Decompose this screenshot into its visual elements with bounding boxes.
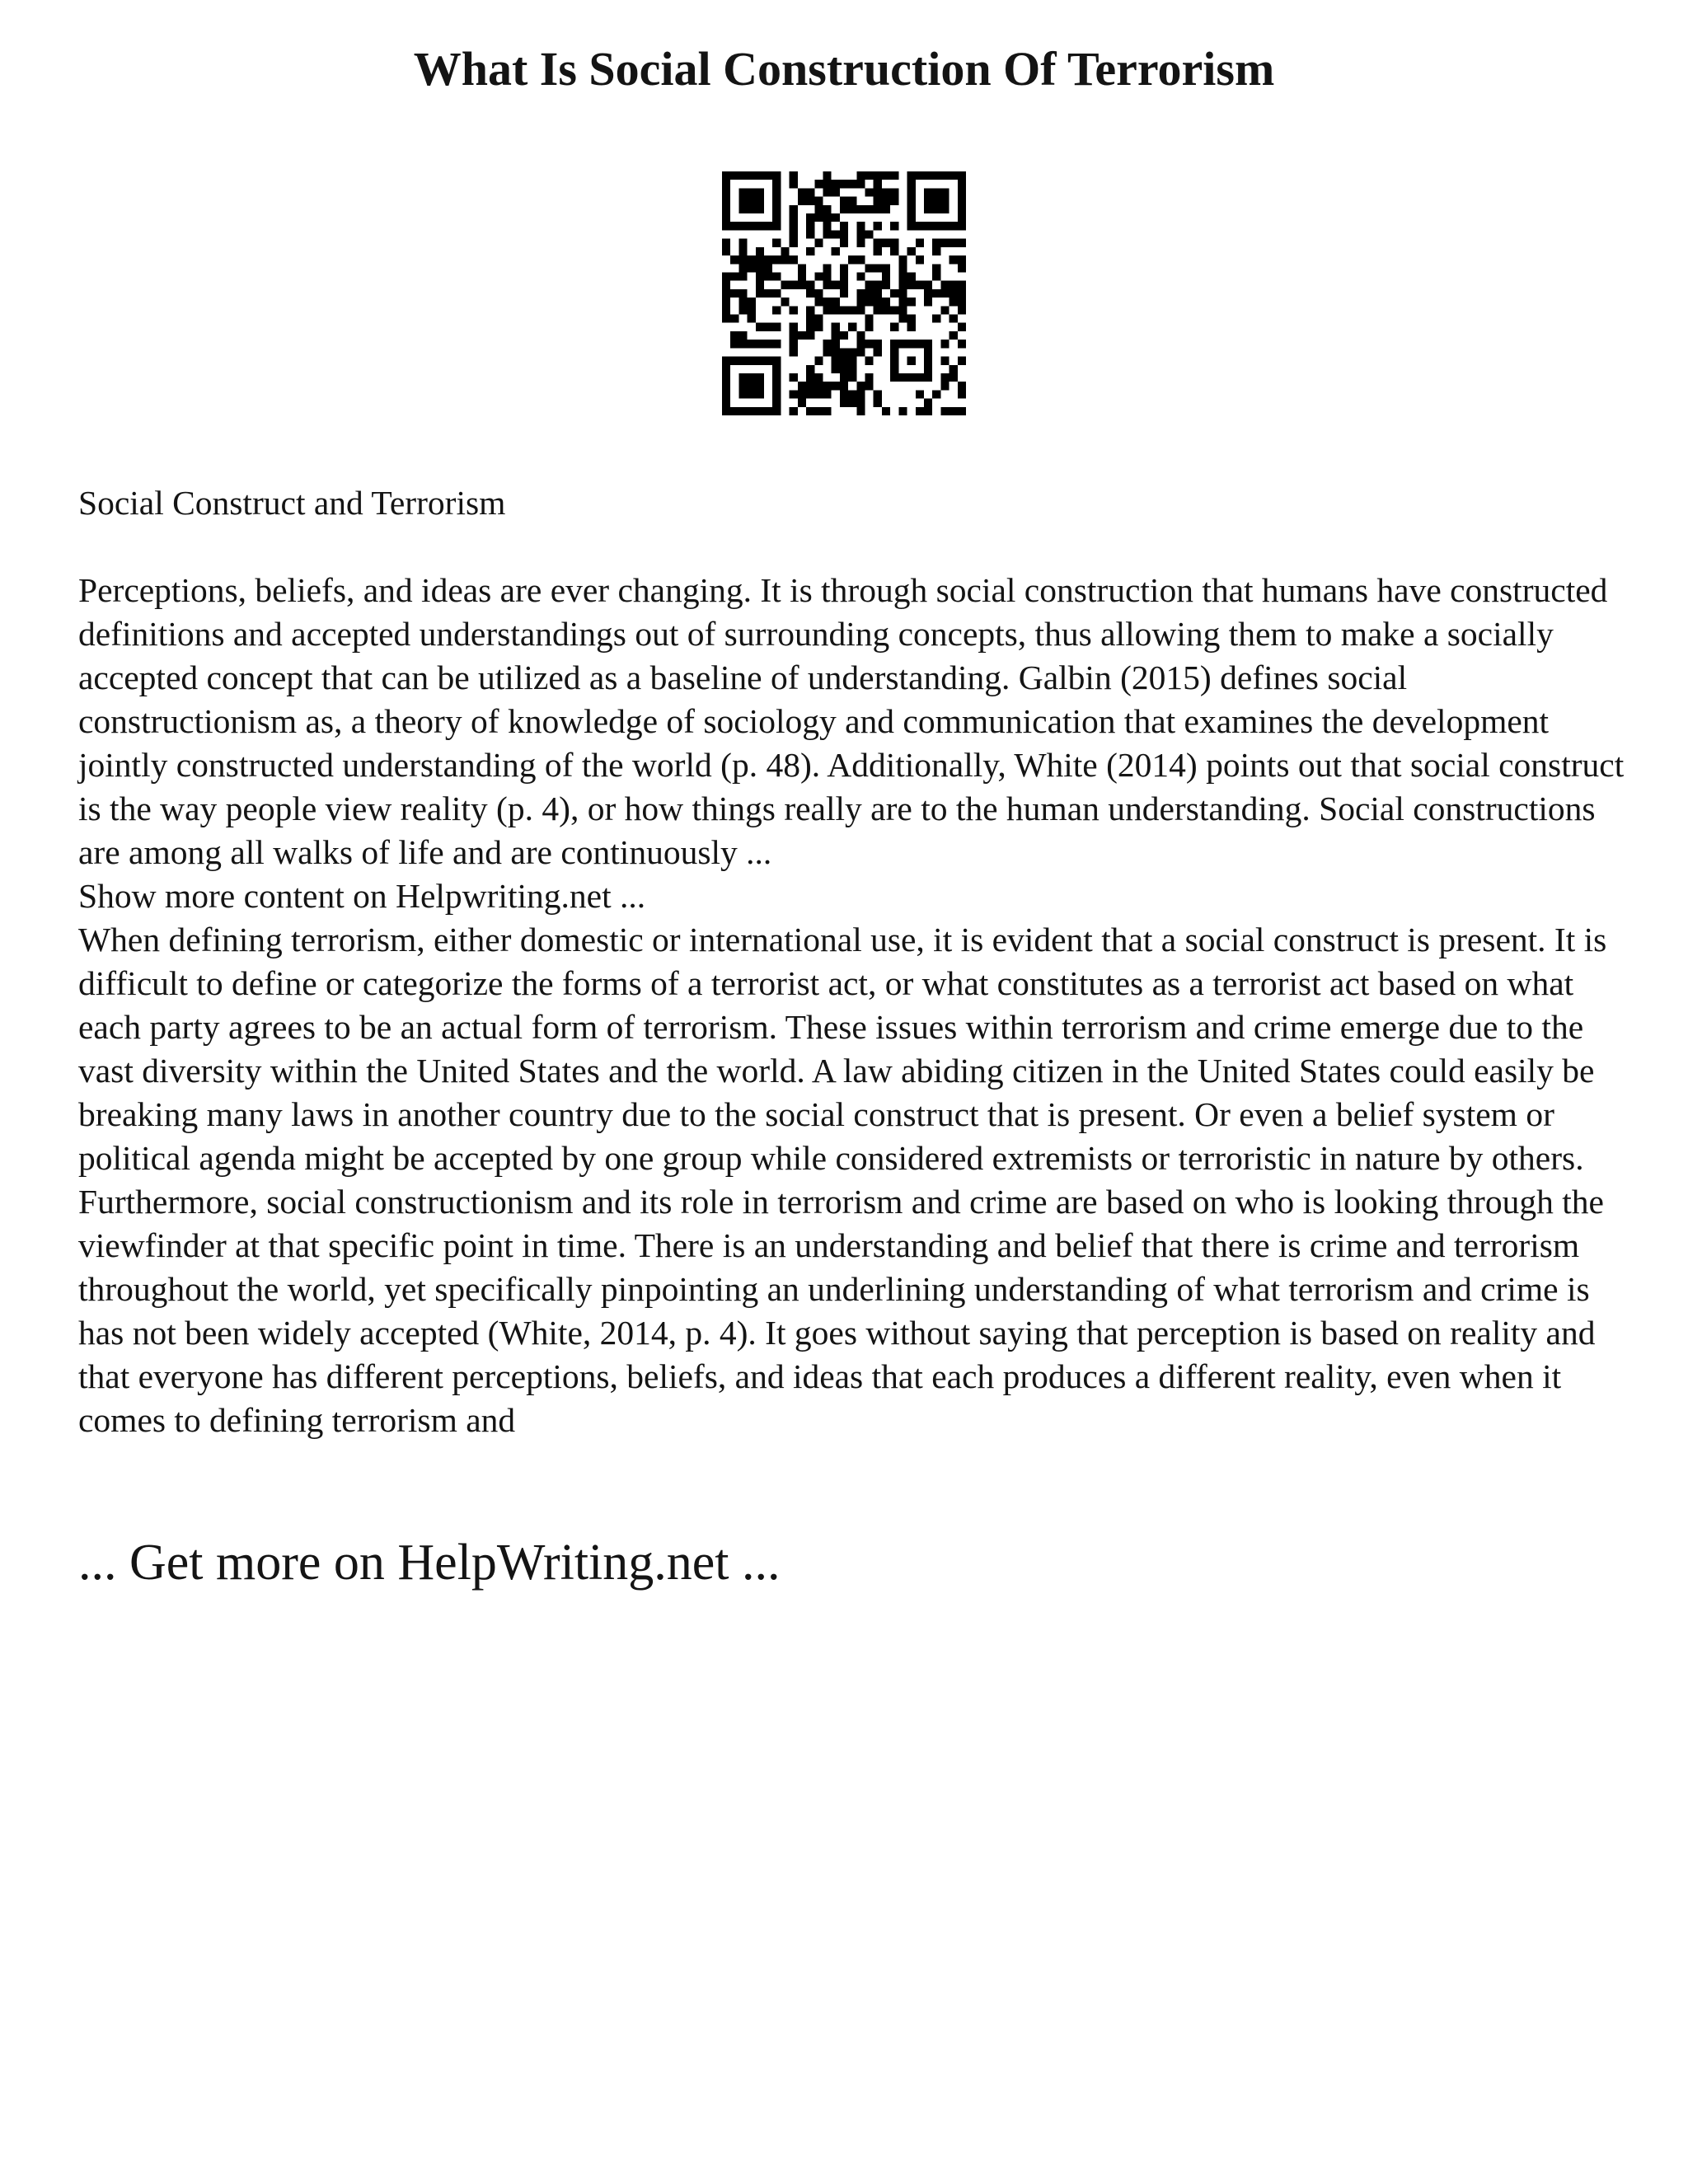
- document-body: [78, 481, 1628, 1442]
- get-more-link[interactable]: ... Get more on HelpWriting.net ...: [78, 1535, 781, 1591]
- show-more-link[interactable]: Show more content on Helpwriting.net ...: [78, 877, 646, 915]
- section-heading: Social Construct and Terrorism: [78, 484, 506, 522]
- body-paragraph-1: Perceptions, beliefs, and ideas are ever changing. It is through social construction that humans have constructed definitions and accepted understandings out of surrounding concepts, thus allowing them to make a socially accepted concept that can be utilized as a baseline of understanding. Galbin (2015) defines social constructionism as, a theory of knowledge of sociology and communication that examines the development jointly constructed understanding of the world (p. 48). Additionally, White (2014) points out that social construct is the way people view reality (p. 4), or how things really are to the human understanding. Social constructions are among all walks of life and are continuously ...: [78, 571, 1625, 871]
- body-paragraph-2: When defining terrorism, either domestic or international use, it is evident that a social construct is present. It is difficult to define or categorize the forms of a terrorist act, or what constitutes as a terrorist act based on what each party agrees to be an actual form of terrorism. These issues within terrorism and crime emerge due to the vast diversity within the United States and the world. A law abiding citizen in the United States could easily be breaking many laws in another country due to the social construct that is present. Or even a belief system or political agenda might be accepted by one group while considered extremists or terroristic in nature by others. Furthermore, social constructionism and its role in terrorism and crime are based on who is looking through the viewfinder at that specific point in time. There is an understanding and belief that there is crime and terrorism throughout the world, yet specifically pinpointing an underlining understanding of what terrorism and crime is has not been widely accepted (White, 2014, p. 4). It goes without saying that perception is based on reality and that everyone has different perceptions, beliefs, and ideas that each produces a different reality, even when it comes to defining terrorism and: [78, 921, 1607, 1439]
- qr-code-icon: [722, 171, 966, 415]
- page-title: What Is Social Construction Of Terrorism: [413, 42, 1275, 96]
